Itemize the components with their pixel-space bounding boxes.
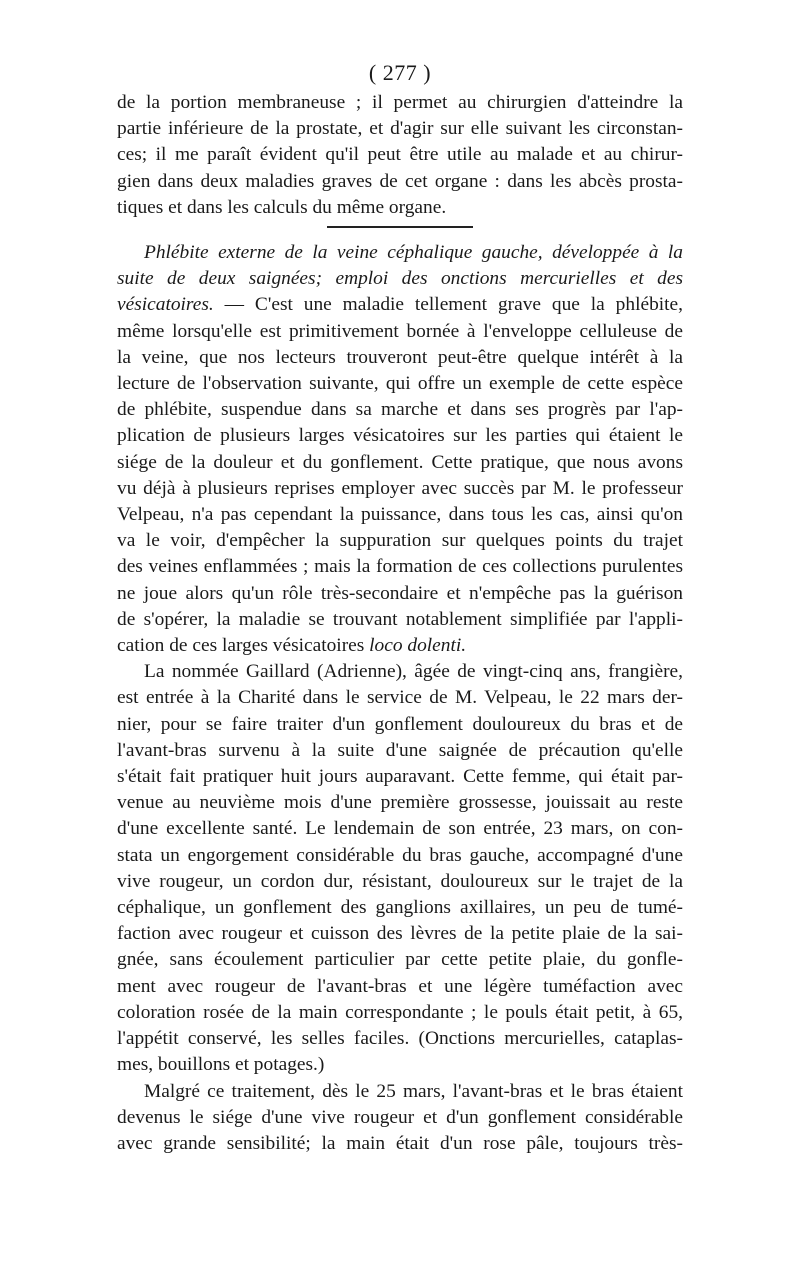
text-line: venue au neuvième mois d'une première grossesse, jouissait au reste — [117, 792, 683, 814]
article-title-line — [117, 292, 683, 318]
latin-phrase: loco dolenti. — [369, 635, 467, 657]
article-title-text: Phlébite externe de la veine céphalique gauche, développée à la — [144, 242, 683, 263]
article-title-line — [117, 240, 683, 266]
page-number: ( 277 ) — [368, 60, 432, 85]
section-phlebitis — [117, 240, 683, 1157]
text-line: de phlébite, suspendue dans sa marche et dans ses progrès par l'ap- — [117, 399, 683, 421]
text-line: La nommée Gaillard (Adrienne), âgée de vingt-cinq ans, frangière, — [144, 661, 683, 683]
text-line: vu déjà à plusieurs reprises employer avec succès par M. le professeur — [117, 477, 683, 499]
text-line: l'appétit conservé, les selles faciles. (Onctions mercurielles, cataplas- — [117, 1028, 683, 1050]
text-line: l'avant-bras survenu à la suite d'une saignée de précaution qu'elle — [117, 739, 683, 761]
text-line: avec grande sensibilité; la main était d'un rose pâle, toujours très- — [117, 1132, 683, 1154]
text-line: partie inférieure de la prostate, et d'agir sur elle suivant les circonstan- — [117, 118, 683, 140]
text-line: ces; il me paraît évident qu'il peut être utile au malade et au chirur- — [117, 144, 683, 166]
text-line: d'une excellente santé. Le lendemain de son entrée, 23 mars, on con- — [117, 818, 683, 840]
article-title-text: vésicatoires. — [117, 294, 214, 316]
text-line: devenus le siége d'une vive rougeur et d'un gonflement considérable — [117, 1106, 683, 1128]
text-line: gien dans deux maladies graves de cet organe : dans les abcès prosta- — [117, 170, 683, 192]
text-line: est entrée à la Charité dans le service de M. Velpeau, le 22 mars der- — [117, 687, 683, 709]
text-line: de s'opérer, la maladie se trouvant notablement simplifiée par l'appli- — [117, 608, 683, 630]
text-line: s'était fait pratiquer huit jours auparavant. Cette femme, qui était par- — [117, 766, 683, 788]
text-line: de la portion membraneuse ; il permet au chirurgien d'atteindre la — [117, 92, 683, 113]
text-line: céphalique, un gonflement des ganglions axillaires, un peu de tumé- — [117, 897, 683, 919]
article-intro-text: — C'est une maladie tellement grave que la phlébite, — [213, 294, 683, 316]
text-line: ne joue alors qu'un rôle très-secondaire et n'empêche pas la guérison — [117, 582, 683, 604]
section-prostate-conclusion — [117, 90, 683, 221]
text-line: la veine, que nos lecteurs trouveront peut-être quelque intérêt à la — [117, 346, 683, 368]
article-title-text: suite de deux saignées; emploi des onctions mercurielles et des — [117, 268, 683, 290]
section-divider — [327, 226, 473, 228]
text-line: ment avec rougeur de l'avant-bras et une légère tuméfaction avec — [117, 975, 683, 997]
text-line: plication de plusieurs larges vésicatoires sur les parties qui étaient le — [117, 425, 683, 447]
text-line: des veines enflammées ; mais la formation de ces collections purulentes — [117, 556, 683, 578]
text-line: tiques et dans les calculs du même organe. — [117, 196, 447, 218]
text-line: Malgré ce traitement, dès le 25 mars, l'avant-bras et le bras étaient — [144, 1080, 683, 1102]
text-line: Velpeau, n'a pas cependant la puissance, dans tous les cas, ainsi qu'on — [117, 504, 683, 526]
text-line: vive rougeur, un cordon dur, résistant, douloureux sur le trajet de la — [117, 870, 683, 892]
text-line: mes, bouillons et potages.) — [117, 1054, 325, 1076]
article-title-line — [117, 266, 683, 292]
text-line: stata un engorgement considérable du bras gauche, accompagné d'une — [117, 844, 683, 866]
text-line: siége de la douleur et du gonflement. Cette pratique, que nous avons — [117, 451, 683, 473]
text-segment: cation de ces larges vésicatoires — [117, 635, 370, 657]
text-line: coloration rosée de la main correspondante ; le pouls était petit, à 65, — [117, 1001, 683, 1023]
text-line: nier, pour se faire traiter d'un gonflement douloureux du bras et de — [117, 713, 683, 735]
text-line: même lorsqu'elle est primitivement bornée à l'enveloppe celluleuse de — [117, 320, 683, 342]
text-line — [117, 633, 683, 659]
text-line: faction avec rougeur et cuisson des lèvres de la petite plaie de la sai- — [117, 923, 683, 945]
text-line: lecture de l'observation suivante, qui offre un exemple de cette espèce — [117, 373, 683, 395]
text-line: va le voir, d'empêcher la suppuration sur quelques points du trajet — [117, 530, 683, 552]
text-line: gnée, sans écoulement particulier par cette petite plaie, du gonfle- — [117, 949, 683, 971]
